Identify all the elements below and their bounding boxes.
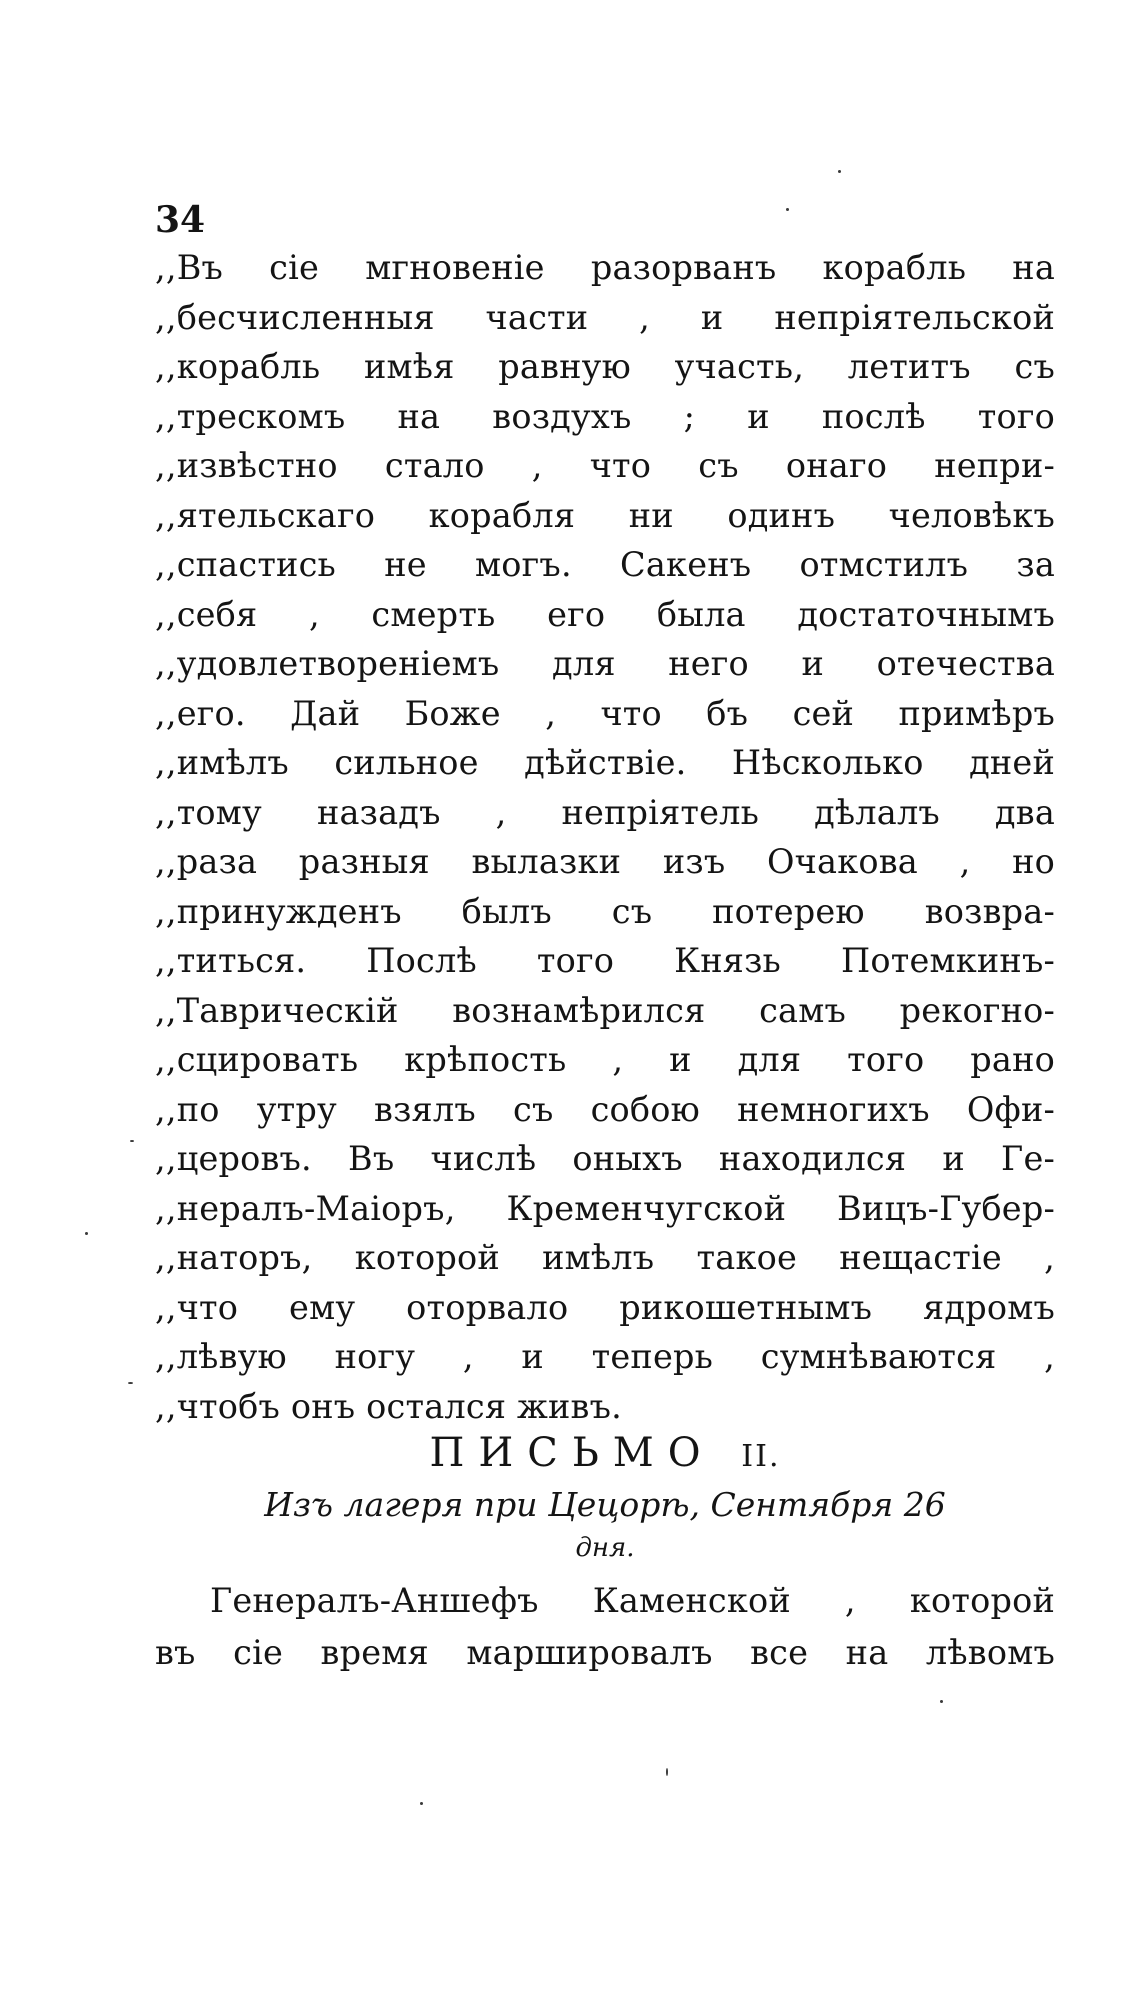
text-line: ,,тому назадъ , непріятель дѣлалъ два	[155, 792, 1055, 832]
text-line: ,,имѣлъ сильное дѣйствіе. Нѣсколько дней	[155, 743, 1055, 782]
text-line: ,,что ему оторвало рикошетнымъ ядромъ	[155, 1287, 1055, 1327]
text-line: ,,бесчисленныя части , и непріятельской	[155, 297, 1055, 337]
text-line: ,,удовлетвореніемъ для него и отечества	[155, 644, 1055, 683]
scan-speck	[786, 208, 789, 211]
scan-speck	[130, 1140, 134, 1142]
text-line: ,,раза разныя вылазки изъ Очакова , но	[155, 842, 1055, 881]
text-line: ,,нералъ-Маіоръ, Кременчугской Вицъ-Губер-	[155, 1188, 1055, 1228]
letter-heading	[155, 1425, 1055, 1485]
letter-number: II.	[741, 1439, 781, 1474]
scan-speck	[666, 1768, 668, 1776]
scan-speck	[128, 1382, 133, 1384]
text-line: ,,трескомъ на воздухъ ; и послѣ того	[155, 396, 1055, 436]
text-line: ,,себя , смерть его была достаточнымъ	[155, 594, 1055, 634]
scan-speck	[838, 170, 841, 173]
scan-speck	[940, 1700, 943, 1703]
text-line: ,,извѣстно стало , что съ онаго непри-	[155, 446, 1055, 485]
text-line: ,,его. Дай Боже , что бъ сей примѣръ	[155, 693, 1055, 733]
scan-speck	[85, 1232, 88, 1235]
text-line: ,,Въ сіе мгновеніе разорванъ корабль на	[155, 248, 1055, 287]
text-line: ,,сцировать крѣпость , и для того рано	[155, 1040, 1055, 1079]
text-line: ,,лѣвую ногу , и теперь сумнѣваются ,	[155, 1337, 1055, 1376]
text-line: ,,принужденъ былъ съ потерею возвра-	[155, 891, 1055, 931]
letter-heading-word: ПИСЬМО	[429, 1430, 715, 1476]
text-line: ,,по утру взялъ съ собою немногихъ Офи-	[155, 1089, 1055, 1129]
text-line: ,,спастись не могъ. Сакенъ отмстилъ за	[155, 545, 1055, 584]
text-line: ,,чтобъ онъ остался живъ.	[155, 1386, 622, 1426]
text-line: ,,ятельскаго корабля ни одинъ человѣкъ	[155, 495, 1055, 535]
text-line: ,,корабль имѣя равную участь, летитъ съ	[155, 347, 1055, 386]
scan-speck	[420, 1802, 423, 1805]
body-text	[155, 243, 1055, 1431]
text-line: ,,титься. Послѣ того Князь Потемкинъ-	[155, 941, 1055, 980]
letter-dateline: Изъ лагеря при Цецорѣ, Сентября 26	[264, 1485, 946, 1524]
letter-dateline-continuation: дня.	[575, 1533, 635, 1563]
text-line: ,,наторъ, которой имѣлъ такое нещастіе ,	[155, 1238, 1055, 1277]
text-line: ,,церовъ. Въ числѣ оныхъ находился и Ге-	[155, 1139, 1055, 1178]
text-line: Генералъ-Аншефъ Каменской , которой	[210, 1581, 1055, 1620]
page-number: 34	[155, 199, 206, 241]
text-line: въ сіе время маршировалъ все на лѣвомъ	[155, 1633, 1055, 1672]
text-line: ,,Таврическій вознамѣрился самъ рекогно-	[155, 990, 1055, 1030]
letter-paragraph	[155, 1575, 1055, 1679]
